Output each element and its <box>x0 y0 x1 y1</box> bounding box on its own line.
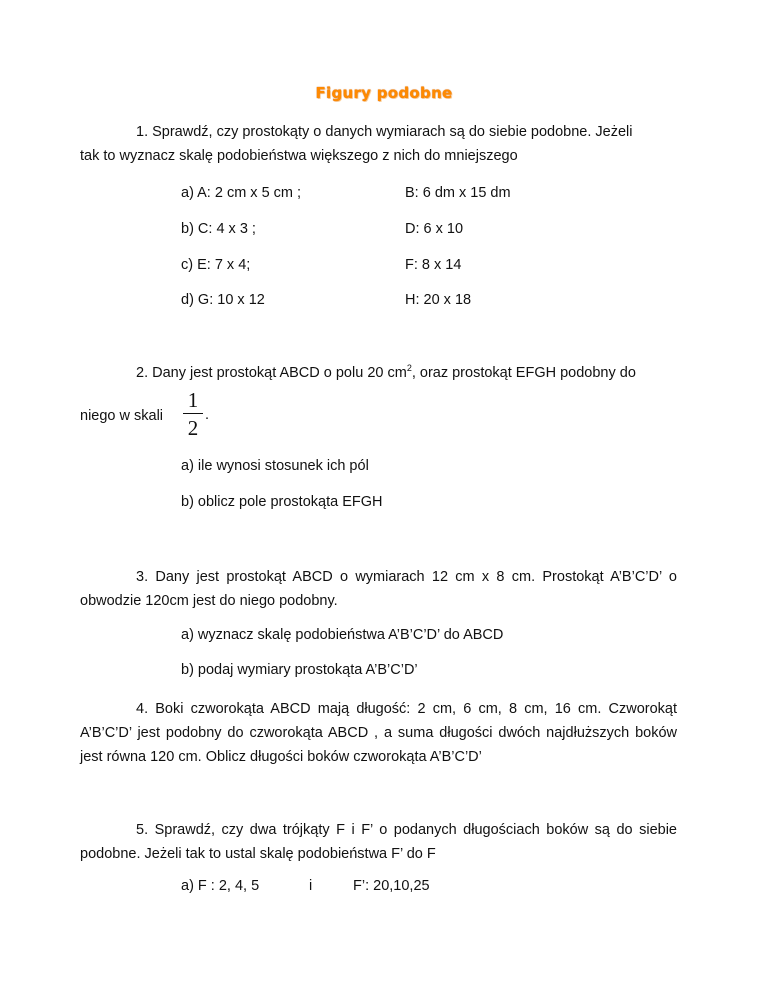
task1-row-a-left: a) A: 2 cm x 5 cm ; <box>181 185 302 201</box>
task2-superscript: 2 <box>406 363 412 374</box>
task1-row-b-left: b) C: 4 x 3 ; <box>181 221 256 237</box>
task1-row-a-right: B: 6 dm x 15 dm <box>405 185 511 201</box>
task2-text <box>136 365 636 381</box>
task1-row-d-left: d) G: 10 x 12 <box>181 292 265 308</box>
task1-row-b-right: D: 6 x 10 <box>405 221 464 237</box>
task1-row-c-left: c) E: 7 x 4; <box>181 257 251 273</box>
fraction-denominator: 2 <box>187 416 199 440</box>
task2-text-end: , oraz prostokąt EFGH podobny do <box>411 365 636 381</box>
task1-text-line2: tak to wyznacz skalę podobieństwa większego z nich do mniejszego <box>80 148 518 164</box>
task5-item-a-right: F’: 20,10,25 <box>353 878 430 894</box>
task2-item-b: b) oblicz pole prostokąta EFGH <box>181 494 383 510</box>
page-title: Figury podobne <box>315 84 453 102</box>
scale-fraction <box>181 390 205 438</box>
fraction-bar <box>183 413 203 414</box>
task5-text-body: 5. Sprawdź, czy dwa trójkąty F i F’ o podanych długościach boków są do siebie podobne. Jeżeli tak to ustal skalę podobieństwa F’ do F <box>80 822 677 862</box>
task3-item-b: b) podaj wymiary prostokąta A’B’C’D’ <box>181 662 418 678</box>
task1-text-line1: 1. Sprawdź, czy prostokąty o danych wymiarach są do siebie podobne. Jeżeli <box>136 124 633 140</box>
task3-text <box>80 565 677 613</box>
task3-text-body: 3. Dany jest prostokąt ABCD o wymiarach 12 cm x 8 cm. Prostokąt A’B’C’D’ o obwodzie 120cm jest do niego podobny. <box>80 569 677 609</box>
task5-text <box>80 818 677 866</box>
task5-item-a-left: a) F : 2, 4, 5 <box>181 878 260 894</box>
task3-item-a: a) wyznacz skalę podobieństwa A’B’C’D’ do ABCD <box>181 627 504 643</box>
task2-item-a: a) ile wynosi stosunek ich pól <box>181 458 369 474</box>
task5-item-a-mid: i <box>309 878 313 894</box>
task2-text-start: 2. Dany jest prostokąt ABCD o polu 20 cm <box>136 365 407 381</box>
task1-row-c-right: F: 8 x 14 <box>405 257 462 273</box>
fraction-period: . <box>205 407 210 423</box>
task4-text <box>80 697 677 769</box>
task2-scale-label: niego w skali <box>80 408 164 424</box>
task1-row-d-right: H: 20 x 18 <box>405 292 472 308</box>
task4-text-body: 4. Boki czworokąta ABCD mają długość: 2 cm, 6 cm, 8 cm, 16 cm. Czworokąt A’B’C’D’ jest podobny do czworokąta ABCD , a suma długości dwóch najdłuższych boków jest równa 120 cm. Oblicz długości boków czworokąta A’B’C’D’ <box>80 701 677 765</box>
fraction-numerator: 1 <box>187 388 199 412</box>
